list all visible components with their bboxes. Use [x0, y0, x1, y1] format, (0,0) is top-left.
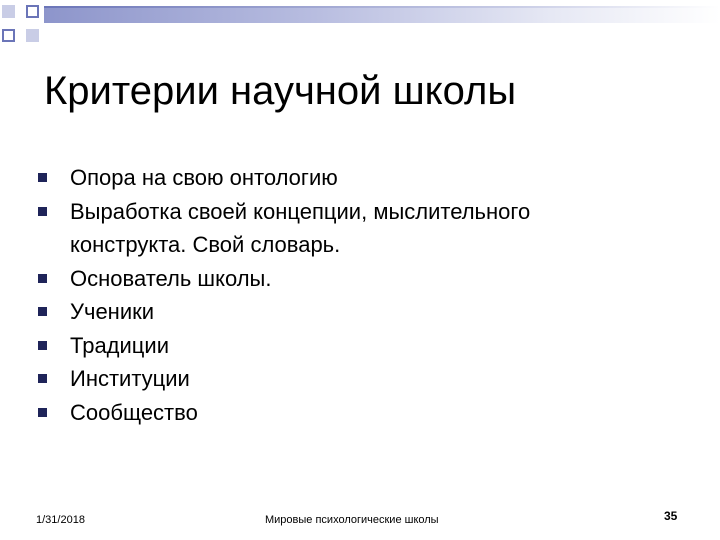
bullet-item [38, 396, 530, 430]
square-bullet-icon [38, 341, 47, 350]
square-bullet-icon [38, 374, 47, 383]
square-bullet-icon [38, 307, 47, 316]
footer-title: Мировые психологические школы [265, 514, 439, 526]
bullet-item [38, 161, 530, 195]
bullet-text: Основатель школы. [70, 265, 272, 291]
bullet-text: Институции [70, 366, 190, 391]
decor-square [26, 5, 39, 18]
square-bullet-icon [38, 274, 47, 283]
decor-square [26, 29, 39, 42]
footer-date: 1/31/2018 [36, 514, 85, 526]
bullet-text: Традиции [70, 332, 169, 358]
header-decoration [0, 0, 720, 50]
bullet-item [38, 195, 530, 262]
bullet-text: Сообщество [70, 399, 198, 425]
square-bullet-icon [38, 173, 47, 182]
slide-title: Критерии научной школы [44, 69, 517, 113]
decor-bar-highlight [44, 6, 720, 8]
decor-gradient-bar [44, 6, 720, 23]
bullet-text: Ученики [70, 299, 155, 324]
bullet-list [38, 161, 530, 429]
bullet-text: Опора на свою онтологию [70, 165, 338, 190]
bullet-item [38, 362, 530, 396]
bullet-text: Выработка своей концепции, мыслительного конструкта. Свой словарь. [70, 198, 531, 257]
bullet-item [38, 262, 530, 296]
square-bullet-icon [38, 207, 47, 216]
decor-square [2, 5, 15, 18]
bullet-item [38, 295, 530, 329]
page-number: 35 [664, 509, 678, 523]
square-bullet-icon [38, 408, 47, 417]
decor-square [2, 29, 15, 42]
bullet-item [38, 329, 530, 363]
